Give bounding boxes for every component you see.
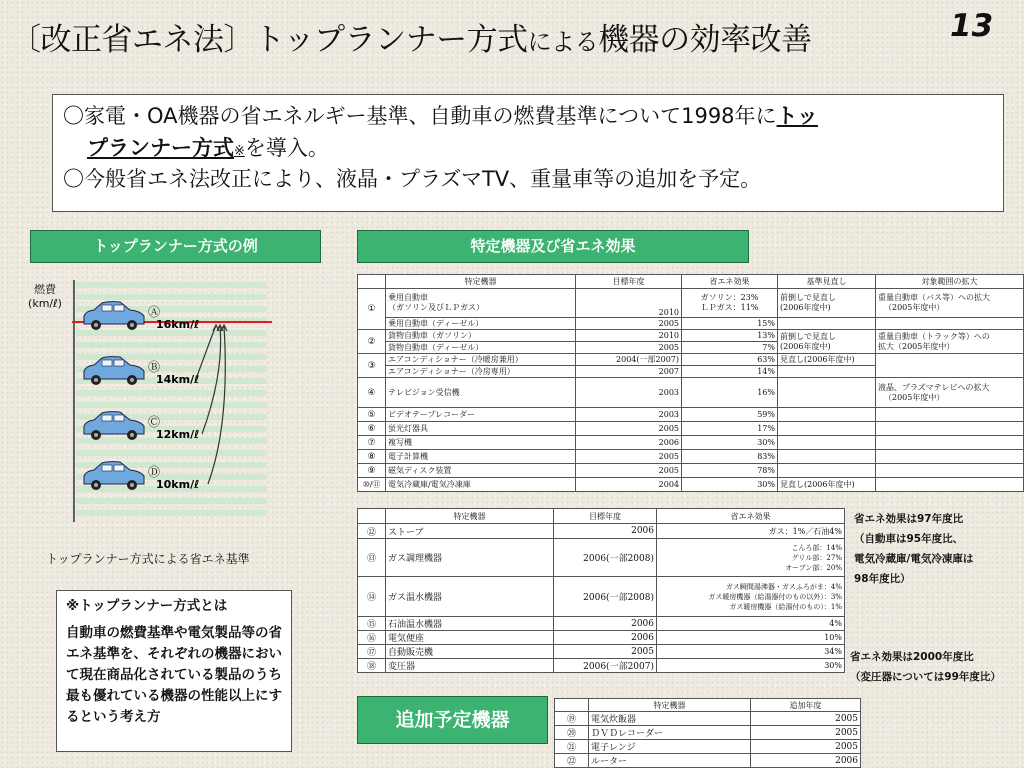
row-review-empty	[778, 366, 876, 378]
row-item: テレビジョン受信機	[386, 378, 576, 408]
row-effect: 30%	[657, 659, 845, 673]
title-part-method: トップランナー方式	[254, 22, 528, 58]
row-effect: 30%	[682, 478, 778, 492]
row-review	[778, 330, 876, 354]
row-expand	[876, 289, 1024, 318]
row-year: 2004(一部2007)	[576, 354, 682, 366]
row-item: 電子レンジ	[589, 740, 751, 754]
row-number: ⑲	[555, 712, 589, 726]
row-number: ㉑	[555, 740, 589, 754]
row-number: ④	[358, 378, 386, 408]
car-icon	[84, 302, 144, 330]
chart-stripe	[76, 450, 266, 456]
table-row	[358, 318, 1024, 330]
row-number: ②	[358, 330, 386, 354]
chart-stripe	[76, 282, 266, 288]
note-baseline-2	[850, 648, 1001, 688]
table-row	[555, 712, 861, 726]
row-review-empty	[778, 450, 876, 464]
car-mark: Ⓓ	[148, 465, 161, 479]
table-heading-label: 特定機器及び省エネ効果	[357, 230, 749, 263]
row-year: 2006	[554, 524, 657, 539]
slide-number: 13	[950, 8, 994, 44]
row-item: 電子計算機	[386, 450, 576, 464]
row-year: 2007	[576, 366, 682, 378]
effect-line: ＬＰガス：11%	[700, 303, 759, 312]
table-row	[358, 464, 1024, 478]
row-item: ビデオテープレコーダー	[386, 408, 576, 422]
add-planned-label: 追加予定機器	[357, 696, 548, 744]
row-effect: 34%	[657, 645, 845, 659]
car-fuel-value: 10km/ℓ	[156, 478, 200, 491]
row-effect: 59%	[682, 408, 778, 422]
note-line: （自動車は95年度比、	[854, 532, 964, 545]
chart-stripe	[76, 294, 266, 300]
note-line: 省エネ効果は2000年度比	[850, 651, 974, 663]
expand-sub: 拡大（2005年度中）	[878, 341, 955, 351]
row-expand-empty	[876, 422, 1024, 436]
row-year: 2005	[576, 318, 682, 330]
row-effect: 63%	[682, 354, 778, 366]
row-item: エアコンディショナー（冷暖房兼用）	[386, 354, 576, 366]
row-number: ⑯	[358, 631, 386, 645]
row-effect: 13%	[682, 330, 778, 342]
row-expand-empty	[876, 408, 1024, 422]
note-line: （変圧器については99年度比）	[850, 670, 1001, 683]
car-fuel-value: 14km/ℓ	[156, 373, 200, 386]
intro-line-2-text: を導入。	[244, 135, 329, 160]
slide-title	[10, 14, 812, 59]
header-year: 追加年度	[751, 699, 861, 712]
intro-line-2	[63, 133, 993, 165]
row-year: 2006	[554, 617, 657, 631]
row-review	[778, 289, 876, 318]
row-number: ⑤	[358, 408, 386, 422]
expand-text: 重量自動車（バス等）への拡大	[878, 293, 990, 302]
row-item: ストーブ	[386, 524, 554, 539]
table-row	[358, 524, 845, 539]
header-expand: 対象範囲の拡大	[876, 275, 1024, 289]
row-year: 2006(一部2008)	[554, 577, 657, 617]
row-effect	[657, 577, 845, 617]
header-item: 特定機器	[386, 509, 554, 524]
row-number: ⑳	[555, 726, 589, 740]
row-effect	[682, 289, 778, 318]
row-item: 自動販売機	[386, 645, 554, 659]
row-year: 2003	[576, 378, 682, 408]
table-row	[555, 726, 861, 740]
row-effect: 83%	[682, 450, 778, 464]
row-year: 2005	[576, 422, 682, 436]
row-effect	[657, 539, 845, 577]
review-sub: (2006年度中)	[780, 303, 831, 312]
table-row	[358, 408, 1024, 422]
expand-text: 液晶、プラズマテレビへの拡大	[878, 382, 990, 392]
row-effect: 4%	[657, 617, 845, 631]
expand-text: 重量自動車（トラック等）への	[878, 331, 990, 341]
car-mark: Ⓒ	[148, 415, 161, 429]
row-number: ③	[358, 354, 386, 378]
row-year: 2010	[576, 289, 682, 318]
row-item: 複写機	[386, 436, 576, 450]
row-effect: 7%	[682, 342, 778, 354]
row-effect: 78%	[682, 464, 778, 478]
table-row	[358, 478, 1024, 492]
row-effect: 15%	[682, 318, 778, 330]
intro-line-1	[63, 101, 993, 133]
row-year: 2006	[554, 631, 657, 645]
title-part-law: 〔改正省エネ法〕	[10, 22, 254, 58]
row-item: 蛍光灯器具	[386, 422, 576, 436]
row-item: ガス調理機器	[386, 539, 554, 577]
equipment-table-1	[357, 274, 1024, 492]
note-mark: ※	[234, 143, 245, 159]
row-year: 2005	[751, 712, 861, 726]
note-line: 省エネ効果は97年度比	[854, 513, 964, 525]
header-review: 基準見直し	[778, 275, 876, 289]
row-expand-empty	[876, 464, 1024, 478]
table-row	[358, 617, 845, 631]
row-year: 2005	[576, 450, 682, 464]
row-review-empty	[778, 378, 876, 408]
row-effect: 30%	[682, 436, 778, 450]
table-row	[358, 450, 1024, 464]
row-number: ⑰	[358, 645, 386, 659]
table-row	[555, 740, 861, 754]
row-item: ルーター	[589, 754, 751, 768]
row-number: ⑧	[358, 450, 386, 464]
header-no	[555, 699, 589, 712]
effect-line: オーブン部：20%	[785, 563, 842, 572]
chart-ylabel-2: (km/ℓ)	[28, 297, 62, 310]
chart-caption: トップランナー方式による省エネ基準	[46, 552, 250, 566]
review-text: 前倒しで見直し	[780, 293, 836, 302]
table-1-header	[358, 275, 1024, 289]
note-baseline-1	[854, 510, 973, 590]
row-year: 2005	[576, 464, 682, 478]
expand-sub: （2005年度中）	[884, 303, 945, 312]
row-review-empty	[778, 436, 876, 450]
row-expand	[876, 330, 1024, 354]
effect-line: ガス暖房機器（給湯付のもの）：1%	[729, 602, 842, 611]
chart-stripe	[76, 498, 266, 504]
chart-stripe	[76, 390, 266, 396]
effect-line: グリル部：27%	[791, 553, 842, 562]
definition-body: 自動車の燃費基準や電気製品等の省エネ基準を、それぞれの機器において現在商品化されている製品のうち最も優れている機器の性能以上にするという考え方	[66, 624, 282, 725]
table-row	[358, 289, 1024, 318]
table-2-header	[358, 509, 845, 524]
row-number: ⑮	[358, 617, 386, 631]
row-review: 見直し(2006年度中)	[778, 354, 876, 366]
intro-line-2-emph: プランナー方式	[87, 135, 234, 160]
table-row	[358, 631, 845, 645]
item-name: 乗用自動車	[388, 293, 428, 302]
row-number: ⑭	[358, 577, 386, 617]
row-number: ㉒	[555, 754, 589, 768]
header-year: 目標年度	[554, 509, 657, 524]
row-effect: 17%	[682, 422, 778, 436]
row-number: ⑨	[358, 464, 386, 478]
row-expand-empty	[876, 450, 1024, 464]
row-review-empty	[778, 408, 876, 422]
row-effect: ガス：1%／石油4%	[657, 524, 845, 539]
header-year: 目標年度	[576, 275, 682, 289]
row-review: 見直し(2006年度中)	[778, 478, 876, 492]
row-year: 2006	[751, 754, 861, 768]
row-item: 電気炊飯器	[589, 712, 751, 726]
table-row	[358, 659, 845, 673]
chart-stripe	[76, 402, 266, 408]
equipment-table-2	[357, 508, 845, 673]
title-part-particle: による	[527, 28, 599, 56]
row-expand-empty	[876, 436, 1024, 450]
added-equipment-table	[554, 698, 861, 768]
row-item: ガス温水機器	[386, 577, 554, 617]
row-item: 貨物自動車（ガソリン）	[386, 330, 576, 342]
definition-title: ※トップランナー方式とは	[66, 598, 228, 614]
row-number: ⑦	[358, 436, 386, 450]
row-item: 電気冷蔵庫/電気冷凍庫	[386, 478, 576, 492]
header-effect: 省エネ効果	[682, 275, 778, 289]
intro-box	[52, 94, 1004, 212]
row-item: 磁気ディスク装置	[386, 464, 576, 478]
row-number: ⑫	[358, 524, 386, 539]
row-year: 2003	[576, 408, 682, 422]
expand-sub: （2005年度中）	[884, 392, 945, 402]
car-mark: Ⓐ	[148, 305, 161, 319]
row-year: 2006(一部2007)	[554, 659, 657, 673]
header-effect: 省エネ効果	[657, 509, 845, 524]
row-item: 電気便座	[386, 631, 554, 645]
intro-line-1-text: 〇家電・OA機器の省エネルギー基準、自動車の燃費基準について1998年に	[63, 104, 777, 128]
table-3-header	[555, 699, 861, 712]
car-mark: Ⓑ	[148, 360, 161, 374]
row-number: ⑥	[358, 422, 386, 436]
effect-line: こんろ部：14%	[791, 543, 842, 552]
row-year: 2005	[751, 740, 861, 754]
row-item: 変圧器	[386, 659, 554, 673]
header-item: 特定機器	[589, 699, 751, 712]
row-item: エアコンディショナー（冷房専用）	[386, 366, 576, 378]
table-row	[358, 330, 1024, 342]
effect-line: ガス瞬間湯沸器・ガスふろがま：4%	[725, 582, 842, 591]
car-fuel-chart	[72, 280, 272, 522]
row-item: 石油温水機器	[386, 617, 554, 631]
intro-line-3: 〇今般省エネ法改正により、液晶・プラズマTV、重量車等の追加を予定。	[63, 167, 762, 191]
effect-line: ガス暖房機器（給湯器付のもの以外）：3%	[708, 592, 842, 601]
table-row	[358, 378, 1024, 408]
effect-line: ガソリン：23%	[700, 293, 759, 302]
chart-stripe	[76, 342, 266, 348]
car-fuel-value: 12km/ℓ	[156, 428, 200, 441]
table-row	[555, 754, 861, 768]
review-sub: (2006年度中)	[780, 341, 831, 351]
table-row	[358, 354, 1024, 366]
row-item: 乗用自動車（ディーゼル）	[386, 318, 576, 330]
table-row	[358, 645, 845, 659]
title-part-efficiency: 機器の効率改善	[598, 22, 812, 58]
row-item: ＤＶＤレコーダー	[589, 726, 751, 740]
row-year: 2006(一部2008)	[554, 539, 657, 577]
table-row	[358, 577, 845, 617]
note-line: 電気冷蔵庫/電気冷凍庫は	[854, 552, 974, 565]
intro-line-1-emph: トッ	[776, 104, 818, 128]
row-item	[386, 289, 576, 318]
row-number: ⑬	[358, 539, 386, 577]
row-expand-empty	[876, 478, 1024, 492]
row-effect: 16%	[682, 378, 778, 408]
row-year: 2010	[576, 330, 682, 342]
table-row	[358, 539, 845, 577]
row-review-empty	[778, 464, 876, 478]
header-item: 特定機器	[386, 275, 576, 289]
table-row	[358, 436, 1024, 450]
car-fuel-value: 16km/ℓ	[156, 318, 200, 331]
header-no	[358, 275, 386, 289]
row-effect: 10%	[657, 631, 845, 645]
item-sub: （ガソリン及びＬＰガス）	[388, 303, 484, 312]
note-line: 98年度比）	[854, 572, 911, 585]
example-label: トップランナー方式の例	[30, 230, 321, 263]
row-expand	[876, 378, 1024, 408]
row-item: 貨物自動車（ディーゼル）	[386, 342, 576, 354]
row-year: 2005	[751, 726, 861, 740]
row-year: 2004	[576, 478, 682, 492]
row-review-empty	[778, 422, 876, 436]
row-expand-empty	[876, 318, 1024, 330]
chart-stripe	[76, 510, 266, 516]
row-year: 2006	[576, 436, 682, 450]
row-effect: 14%	[682, 366, 778, 378]
row-number: ⑩/⑪	[358, 478, 386, 492]
chart-ylabel	[20, 283, 70, 311]
row-review-empty	[778, 318, 876, 330]
review-text: 前倒しで見直し	[780, 331, 836, 341]
row-expand-empty	[876, 354, 1024, 378]
table-row	[358, 422, 1024, 436]
row-year: 2005	[554, 645, 657, 659]
row-number: ①	[358, 289, 386, 330]
definition-box	[56, 590, 292, 752]
row-year: 2005	[576, 342, 682, 354]
row-number: ⑱	[358, 659, 386, 673]
header-no	[358, 509, 386, 524]
chart-ylabel-1: 燃費	[34, 283, 56, 296]
